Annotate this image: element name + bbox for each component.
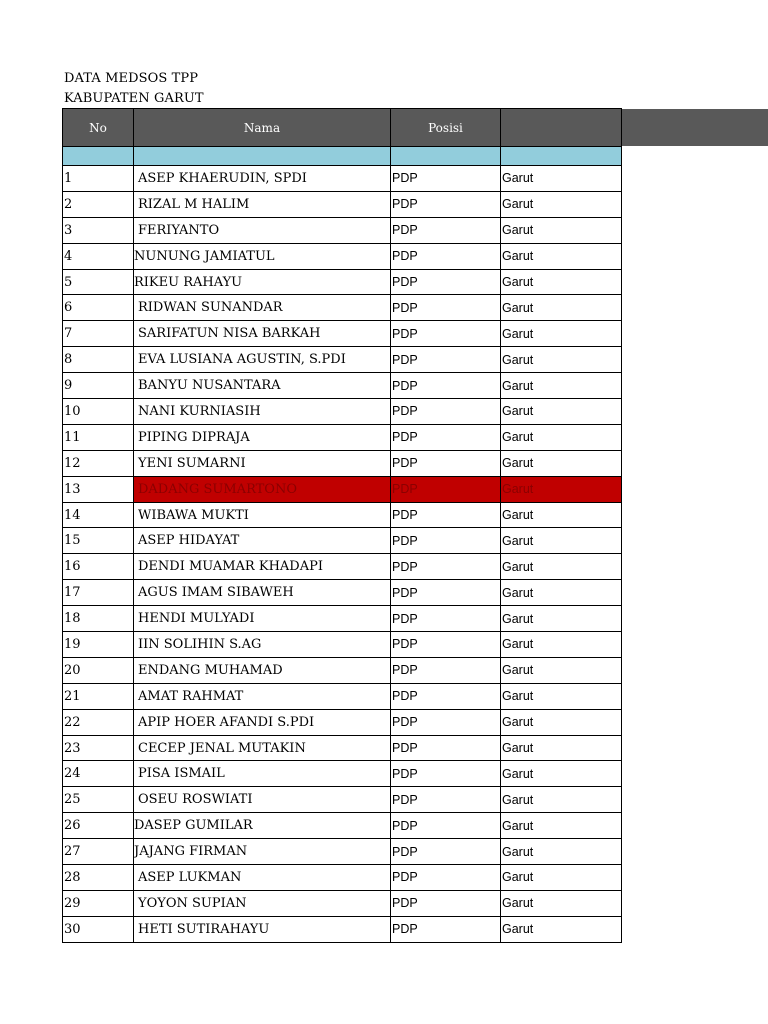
cell-lokasi[interactable]: Garut [501, 606, 622, 632]
column-header-nama[interactable]: Nama [134, 109, 391, 147]
cell-posisi[interactable]: PDP [391, 166, 501, 192]
cell-no[interactable]: 8 [63, 347, 134, 373]
cell-nama[interactable]: CECEP JENAL MUTAKIN [134, 735, 391, 761]
cell-posisi[interactable]: PDP [391, 321, 501, 347]
cell-posisi[interactable]: PDP [391, 632, 501, 658]
table-row [63, 916, 622, 942]
cell-lokasi[interactable]: Garut [501, 373, 622, 399]
cell-no[interactable]: 10 [63, 399, 134, 425]
cell-lokasi[interactable]: Garut [501, 761, 622, 787]
cell-posisi[interactable]: PDP [391, 916, 501, 942]
cell-lokasi[interactable]: Garut [501, 502, 622, 528]
cell-no[interactable]: 30 [63, 916, 134, 942]
table-row [63, 269, 622, 295]
cell-posisi[interactable]: PDP [391, 399, 501, 425]
cell-no[interactable]: 17 [63, 580, 134, 606]
table-row [63, 865, 622, 891]
cell-nama[interactable]: DENDI MUAMAR KHADAPI [134, 554, 391, 580]
cell-no[interactable]: 4 [63, 243, 134, 269]
cell-no[interactable]: 6 [63, 295, 134, 321]
cell-lokasi[interactable]: Garut [501, 528, 622, 554]
cell-lokasi[interactable]: Garut [501, 554, 622, 580]
table-row [63, 890, 622, 916]
cell-posisi[interactable]: PDP [391, 217, 501, 243]
column-header-lokasi[interactable] [501, 109, 622, 147]
cell-nama[interactable]: ASEP KHAERUDIN, SPDI [134, 166, 391, 192]
cell-posisi[interactable]: PDP [391, 450, 501, 476]
table-row [63, 709, 622, 735]
cell-no[interactable]: 3 [63, 217, 134, 243]
cell-lokasi[interactable]: Garut [501, 839, 622, 865]
cell-no[interactable]: 23 [63, 735, 134, 761]
document-title: DATA MEDSOS TPP [64, 71, 199, 86]
cell-posisi[interactable]: PDP [391, 554, 501, 580]
table-row [63, 761, 622, 787]
cell-nama[interactable]: JAJANG FIRMAN [134, 839, 391, 865]
cell-nama[interactable]: RIDWAN SUNANDAR [134, 295, 391, 321]
cell-lokasi[interactable]: Garut [501, 347, 622, 373]
table-row [63, 243, 622, 269]
cell-nama[interactable]: SARIFATUN NISA BARKAH [134, 321, 391, 347]
cell-lokasi[interactable]: Garut [501, 450, 622, 476]
cell-no[interactable]: 22 [63, 709, 134, 735]
subheader-cell[interactable] [391, 147, 501, 166]
cell-no[interactable]: 21 [63, 683, 134, 709]
cell-lokasi[interactable]: Garut [501, 295, 622, 321]
cell-posisi[interactable]: PDP [391, 839, 501, 865]
cell-lokasi[interactable]: Garut [501, 709, 622, 735]
cell-nama[interactable]: YOYON SUPIAN [134, 890, 391, 916]
cell-posisi[interactable]: PDP [391, 424, 501, 450]
table-row [63, 424, 622, 450]
cell-nama[interactable]: ENDANG MUHAMAD [134, 657, 391, 683]
table-header-row [63, 109, 622, 147]
cell-nama[interactable]: APIP HOER AFANDI S.PDI [134, 709, 391, 735]
cell-nama[interactable]: AGUS IMAM SIBAWEH [134, 580, 391, 606]
table-row [63, 191, 622, 217]
table-row [63, 321, 622, 347]
table-row [63, 528, 622, 554]
header-band-extension [620, 109, 768, 146]
cell-no[interactable]: 25 [63, 787, 134, 813]
cell-lokasi[interactable]: Garut [501, 890, 622, 916]
cell-lokasi[interactable]: Garut [501, 191, 622, 217]
cell-nama[interactable]: RIZAL M HALIM [134, 191, 391, 217]
cell-no[interactable]: 11 [63, 424, 134, 450]
cell-posisi[interactable]: PDP [391, 813, 501, 839]
cell-posisi[interactable]: PDP [391, 243, 501, 269]
cell-posisi[interactable]: PDP [391, 735, 501, 761]
cell-nama[interactable]: NANI KURNIASIH [134, 399, 391, 425]
cell-nama[interactable]: YENI SUMARNI [134, 450, 391, 476]
table-row [63, 166, 622, 192]
column-header-posisi[interactable]: Posisi [391, 109, 501, 147]
cell-lokasi[interactable]: Garut [501, 735, 622, 761]
cell-posisi[interactable]: PDP [391, 347, 501, 373]
cell-nama[interactable]: ASEP LUKMAN [134, 865, 391, 891]
table-row [63, 606, 622, 632]
cell-posisi[interactable]: PDP [391, 191, 501, 217]
table-row [63, 580, 622, 606]
cell-nama[interactable]: NUNUNG JAMIATUL [134, 243, 391, 269]
cell-no[interactable]: 28 [63, 865, 134, 891]
cell-posisi[interactable]: PDP [391, 890, 501, 916]
cell-nama[interactable]: PISA ISMAIL [134, 761, 391, 787]
cell-no[interactable]: 14 [63, 502, 134, 528]
table-row [63, 813, 622, 839]
table-body [63, 147, 622, 943]
cell-nama[interactable]: DASEP GUMILAR [134, 813, 391, 839]
cell-nama[interactable]: BANYU NUSANTARA [134, 373, 391, 399]
cell-nama[interactable]: IIN SOLIHIN S.AG [134, 632, 391, 658]
cell-no[interactable]: 27 [63, 839, 134, 865]
cell-posisi[interactable]: PDP [391, 373, 501, 399]
subheader-cell[interactable] [63, 147, 134, 166]
table-row [63, 217, 622, 243]
table-row [63, 657, 622, 683]
table-row [63, 347, 622, 373]
cell-lokasi[interactable]: Garut [501, 476, 622, 502]
cell-lokasi[interactable]: Garut [501, 269, 622, 295]
table-row [63, 632, 622, 658]
cell-lokasi[interactable]: Garut [501, 657, 622, 683]
cell-posisi[interactable]: PDP [391, 606, 501, 632]
cell-no[interactable]: 19 [63, 632, 134, 658]
table-row [63, 502, 622, 528]
cell-no[interactable]: 9 [63, 373, 134, 399]
cell-nama[interactable]: RIKEU RAHAYU [134, 269, 391, 295]
cell-posisi[interactable]: PDP [391, 657, 501, 683]
table-row [63, 373, 622, 399]
table-row [63, 787, 622, 813]
column-header-no[interactable]: No [63, 109, 134, 147]
subheader-cell[interactable] [134, 147, 391, 166]
cell-nama[interactable]: HETI SUTIRAHAYU [134, 916, 391, 942]
cell-posisi[interactable]: PDP [391, 865, 501, 891]
cell-posisi[interactable]: PDP [391, 787, 501, 813]
cell-lokasi[interactable]: Garut [501, 217, 622, 243]
cell-no[interactable]: 24 [63, 761, 134, 787]
cell-posisi[interactable]: PDP [391, 761, 501, 787]
table-row [63, 735, 622, 761]
table-row [63, 450, 622, 476]
cell-lokasi[interactable]: Garut [501, 787, 622, 813]
cell-posisi[interactable]: PDP [391, 502, 501, 528]
cell-nama[interactable]: ASEP HIDAYAT [134, 528, 391, 554]
cell-nama[interactable]: FERIYANTO [134, 217, 391, 243]
table-row [63, 295, 622, 321]
table-row [63, 399, 622, 425]
cell-lokasi[interactable]: Garut [501, 166, 622, 192]
table-row [63, 476, 622, 502]
cell-no[interactable]: 16 [63, 554, 134, 580]
cell-lokasi[interactable]: Garut [501, 865, 622, 891]
cell-posisi[interactable]: PDP [391, 476, 501, 502]
cell-posisi[interactable]: PDP [391, 709, 501, 735]
cell-no[interactable]: 18 [63, 606, 134, 632]
cell-posisi[interactable]: PDP [391, 683, 501, 709]
subheader-row [63, 147, 622, 166]
cell-lokasi[interactable]: Garut [501, 813, 622, 839]
cell-lokasi[interactable]: Garut [501, 399, 622, 425]
cell-posisi[interactable]: PDP [391, 580, 501, 606]
cell-lokasi[interactable]: Garut [501, 683, 622, 709]
cell-nama[interactable]: EVA LUSIANA AGUSTIN, S.PDI [134, 347, 391, 373]
cell-no[interactable]: 12 [63, 450, 134, 476]
cell-no[interactable]: 20 [63, 657, 134, 683]
cell-nama[interactable]: HENDI MULYADI [134, 606, 391, 632]
cell-no[interactable]: 5 [63, 269, 134, 295]
cell-lokasi[interactable]: Garut [501, 632, 622, 658]
document-subtitle: KABUPATEN GARUT [64, 91, 204, 106]
cell-posisi[interactable]: PDP [391, 295, 501, 321]
cell-posisi[interactable]: PDP [391, 528, 501, 554]
cell-posisi[interactable]: PDP [391, 269, 501, 295]
cell-no[interactable]: 26 [63, 813, 134, 839]
cell-lokasi[interactable]: Garut [501, 424, 622, 450]
table-row [63, 839, 622, 865]
cell-lokasi[interactable]: Garut [501, 916, 622, 942]
cell-lokasi[interactable]: Garut [501, 243, 622, 269]
cell-nama[interactable]: OSEU ROSWIATI [134, 787, 391, 813]
cell-no[interactable]: 13 [63, 476, 134, 502]
subheader-cell[interactable] [501, 147, 622, 166]
cell-nama[interactable]: AMAT RAHMAT [134, 683, 391, 709]
data-table [62, 108, 622, 943]
cell-no[interactable]: 2 [63, 191, 134, 217]
cell-nama[interactable]: PIPING DIPRAJA [134, 424, 391, 450]
cell-no[interactable]: 1 [63, 166, 134, 192]
cell-no[interactable]: 7 [63, 321, 134, 347]
table-row [63, 683, 622, 709]
cell-nama[interactable]: DADANG SUMARTONO [134, 476, 391, 502]
cell-lokasi[interactable]: Garut [501, 580, 622, 606]
cell-nama[interactable]: WIBAWA MUKTI [134, 502, 391, 528]
table-row [63, 554, 622, 580]
cell-no[interactable]: 15 [63, 528, 134, 554]
cell-lokasi[interactable]: Garut [501, 321, 622, 347]
cell-no[interactable]: 29 [63, 890, 134, 916]
